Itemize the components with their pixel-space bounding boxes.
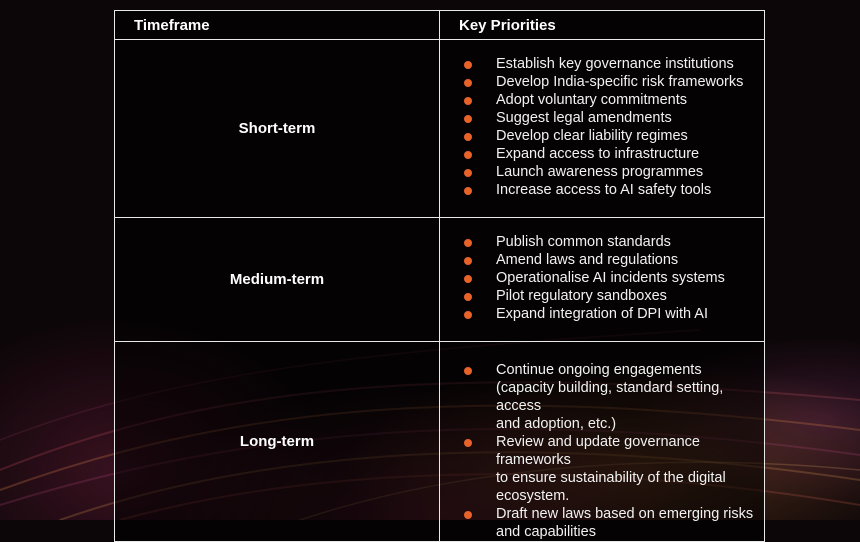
priority-item: [464, 91, 764, 109]
priority-text: [496, 145, 699, 163]
bullet-dot-icon: [464, 367, 472, 375]
priority-text-line: (capacity building, standard setting, access: [496, 380, 724, 414]
bullet-dot-icon: [464, 511, 472, 519]
priority-text-line: Continue ongoing engagements: [496, 362, 702, 378]
priority-item: [464, 127, 764, 145]
priority-text-line: Draft new laws based on emerging risks: [496, 506, 754, 522]
priority-item: [464, 109, 764, 127]
priorities-cell: [440, 218, 765, 342]
priority-text-line: Develop India-specific risk frameworks: [496, 74, 744, 90]
timeframe-cell: Short-term: [115, 40, 440, 218]
bullet-dot-icon: [464, 275, 472, 283]
priority-text-line: Launch awareness programmes: [496, 164, 704, 180]
priority-text: [496, 287, 667, 305]
bullet-dot-icon: [464, 151, 472, 159]
priority-list: [440, 40, 764, 199]
bullet-dot-icon: [464, 439, 472, 447]
bullet-dot-icon: [464, 293, 472, 301]
priority-text-line: Operationalise AI incidents systems: [496, 270, 725, 286]
priority-text: [496, 505, 753, 541]
priority-text-line: Expand integration of DPI with AI: [496, 306, 708, 322]
priority-text: [496, 163, 703, 181]
priority-text: [496, 127, 688, 145]
table-row-long-term: [115, 342, 765, 542]
priority-item: [464, 251, 764, 269]
priority-text-line: Develop clear liability regimes: [496, 128, 688, 144]
priority-text-line: Publish common standards: [496, 234, 671, 250]
priority-text-line: Expand access to infrastructure: [496, 146, 700, 162]
priority-text: [496, 109, 672, 127]
priority-text: [496, 181, 711, 199]
priority-item: [464, 305, 764, 323]
priority-text: [496, 73, 743, 91]
priority-text-line: Suggest legal amendments: [496, 110, 672, 126]
table-row-short-term: [115, 40, 765, 218]
priority-text: [496, 305, 708, 323]
priority-text-line: to ensure sustainability of the digital ecosystem.: [496, 470, 726, 504]
priority-item: [464, 505, 764, 541]
bullet-dot-icon: [464, 61, 472, 69]
bullet-dot-icon: [464, 239, 472, 247]
priority-text-line: Amend laws and regulations: [496, 252, 679, 268]
priority-item: [464, 163, 764, 181]
priority-text: [496, 433, 764, 505]
priority-text-line: Review and update governance frameworks: [496, 434, 700, 468]
priority-text: [496, 251, 678, 269]
bullet-dot-icon: [464, 97, 472, 105]
bullet-dot-icon: [464, 187, 472, 195]
bullet-dot-icon: [464, 133, 472, 141]
priority-text: [496, 361, 764, 433]
priorities-cell: [440, 40, 765, 218]
priority-text: [496, 269, 725, 287]
key-priorities-header: Key Priorities: [440, 11, 765, 40]
priority-text: [496, 55, 734, 73]
priority-item: [464, 55, 764, 73]
priority-list: [440, 342, 764, 541]
priority-text-line: Establish key governance institutions: [496, 56, 734, 72]
priority-text-line: and adoption, etc.): [496, 416, 617, 432]
priority-text: [496, 233, 671, 251]
priority-text-line: and capabilities: [496, 524, 596, 540]
priority-text-line: Pilot regulatory sandboxes: [496, 288, 667, 304]
priority-list: [440, 218, 764, 323]
priority-item: [464, 233, 764, 251]
priority-item: [464, 287, 764, 305]
bullet-dot-icon: [464, 115, 472, 123]
table-header-row: [115, 11, 765, 40]
priority-item: [464, 181, 764, 199]
table-row-medium-term: [115, 218, 765, 342]
priority-item: [464, 433, 764, 505]
priority-text: [496, 91, 687, 109]
timeframe-header: Timeframe: [115, 11, 440, 40]
priority-item: [464, 73, 764, 91]
priority-text-line: Increase access to AI safety tools: [496, 182, 712, 198]
priority-item: [464, 361, 764, 433]
priority-item: [464, 145, 764, 163]
timeframe-cell: Medium-term: [115, 218, 440, 342]
priorities-cell: [440, 342, 765, 542]
bullet-dot-icon: [464, 257, 472, 265]
bullet-dot-icon: [464, 311, 472, 319]
priority-item: [464, 269, 764, 287]
bullet-dot-icon: [464, 169, 472, 177]
timeframe-cell: Long-term: [115, 342, 440, 542]
priorities-table: [114, 10, 765, 542]
bullet-dot-icon: [464, 79, 472, 87]
priority-text-line: Adopt voluntary commitments: [496, 92, 687, 108]
